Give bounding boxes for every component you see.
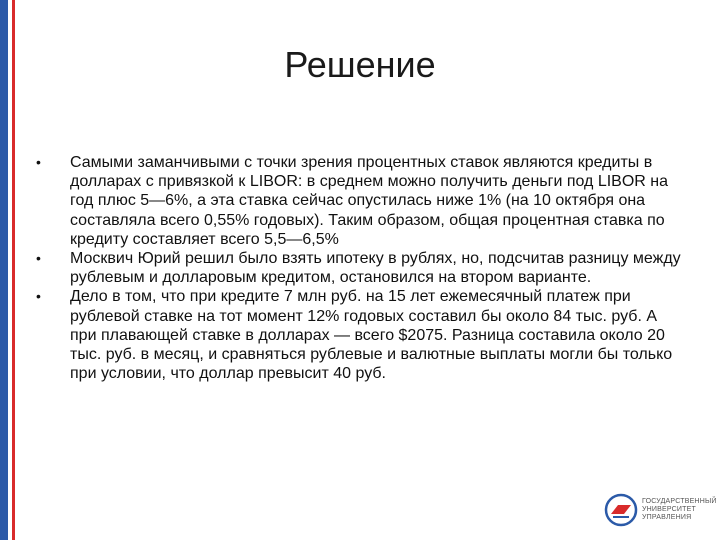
- bullet-item: [36, 249, 684, 287]
- bullet-item: [36, 287, 684, 383]
- bullet-text: Самыми заманчивыми с точки зрения процентных ставок являются кредиты в долларах с привязкой к LIBOR: в среднем можно получить деньги под LIBOR на год плюс 5—6%, а эта ставка сейчас опустилась ниже 1% (на 10 октября она составляла всего 0,55% годовых). Таким образом, общая процентная ставка по кредиту составляет всего 5,5—6,5%: [70, 154, 669, 248]
- bullet-mark: •: [36, 250, 41, 267]
- logo-text: [642, 498, 717, 522]
- slide-title: Решение: [284, 44, 436, 85]
- logo-line: УПРАВЛЕНИЯ: [642, 514, 692, 521]
- bullet-mark: •: [36, 288, 41, 305]
- bullet-item: [36, 153, 684, 249]
- bullet-mark: •: [36, 154, 41, 170]
- bullet-text: Москвич Юрий решил было взять ипотеку в рублях, но, подсчитав разницу между рублевым и долларовым кредитом, остановился на втором варианте.: [70, 250, 681, 287]
- bullet-text: Дело в том, что при кредите 7 млн руб. на 15 лет ежемесячный платеж при рублевой ставке на тот момент 12% годовых составил бы около 84 тыс. руб. А при плавающей ставке в долларах — всего $2075. Разница составила около 20 тыс. руб. в месяц, и сравняться рублевые и валютные выплаты могли бы только при условии, что доллар превысит 40 руб.: [70, 288, 673, 383]
- university-logo: [604, 490, 717, 530]
- logo-line: УНИВЕРСИТЕТ: [642, 506, 696, 513]
- university-logo-icon: [604, 493, 638, 527]
- logo-line: ГОСУДАРСТВЕННЫЙ: [642, 498, 717, 505]
- bullet-list: [36, 153, 684, 383]
